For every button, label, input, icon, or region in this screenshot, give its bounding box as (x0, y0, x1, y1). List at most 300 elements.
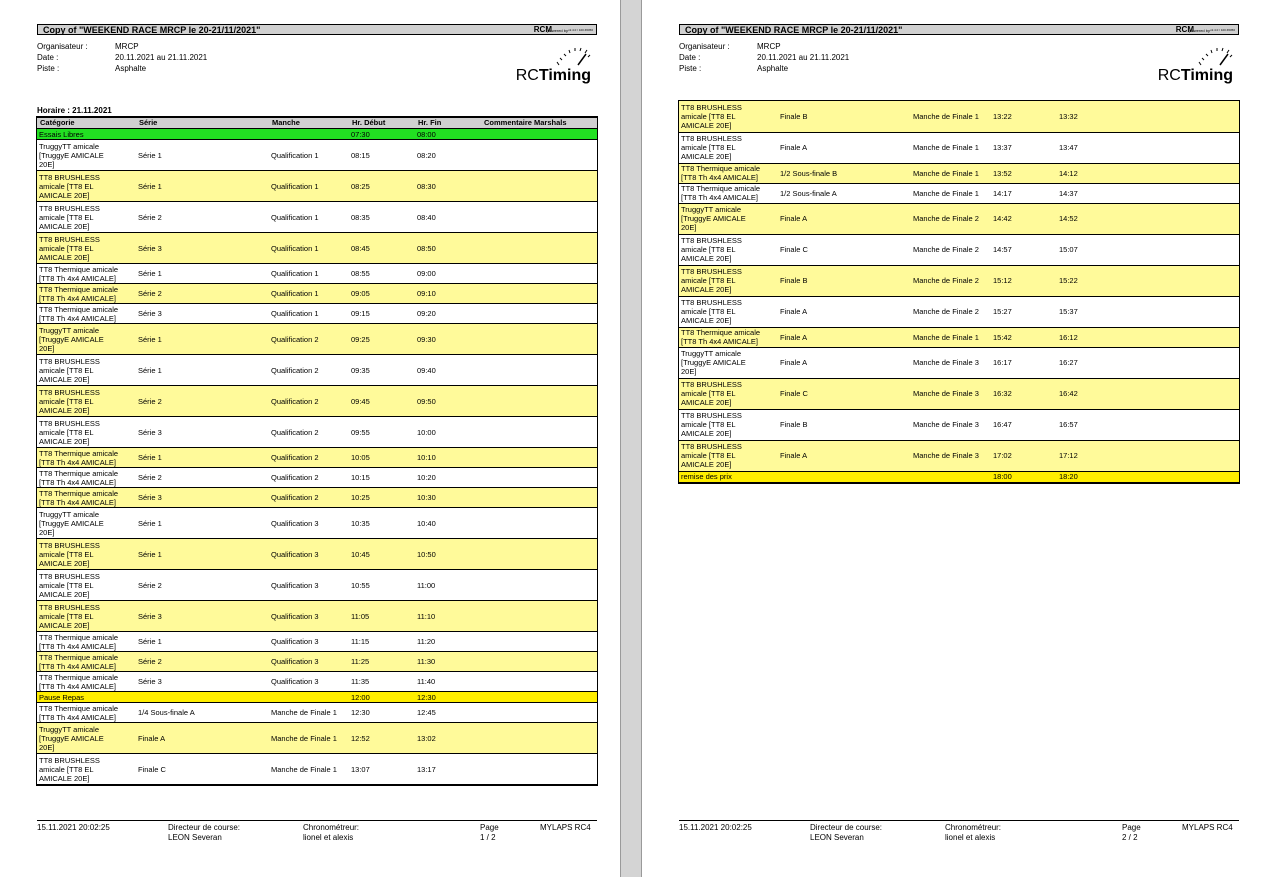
table-row (679, 409, 1239, 440)
row-commentaire (481, 632, 597, 652)
organiser-value: MRCP (757, 42, 781, 51)
timer-label: Chronométreur: (945, 823, 1002, 832)
row-debut: 12:00 (349, 692, 415, 703)
category-line: TT8 Thermique amicale (681, 184, 761, 193)
col-debut: Hr. Début (349, 118, 415, 129)
category-line: AMICALE 20E] (39, 436, 90, 446)
row-debut: 16:17 (993, 358, 1012, 367)
row-serie: Série 3 (138, 677, 162, 686)
row-manche: Qualification 3 (271, 518, 319, 528)
category-line: AMICALE 20E] (39, 374, 90, 384)
row-serie: Série 2 (138, 473, 162, 482)
row-serie: 1/2 Sous-finale A (780, 188, 837, 198)
report-title-bar (37, 24, 597, 35)
row-manche: Qualification 2 (269, 324, 349, 355)
row-categorie (679, 101, 778, 132)
row-manche: Manche de Finale 1 (911, 327, 991, 347)
category-line: [TT8 Th 4x4 AMICALE] (39, 661, 116, 671)
row-commentaire (481, 508, 597, 539)
category-line: [TT8 Th 4x4 AMICALE] (39, 457, 116, 467)
row-serie: Finale C (780, 245, 808, 254)
row-categorie (37, 570, 136, 601)
table-row (37, 468, 597, 488)
row-commentaire (1123, 347, 1239, 378)
row-serie: Finale A (778, 440, 911, 471)
row-manche: Manche de Finale 1 (269, 723, 349, 754)
row-categorie (679, 347, 778, 378)
row-fin: 12:30 (415, 692, 481, 703)
row-manche: Qualification 3 (269, 539, 349, 570)
category-line: amicale [TT8 EL (681, 389, 736, 398)
row-commentaire (481, 692, 597, 703)
col-commentaire: Commentaire Marshals (481, 118, 597, 129)
row-serie: Série 2 (138, 580, 162, 590)
table-row (37, 601, 597, 632)
report-title: Copy of "WEEKEND RACE MRCP le 20-21/11/2021" (43, 25, 261, 35)
category-line: AMICALE 20E] (681, 460, 732, 469)
row-manche: Manche de Finale 1 (911, 101, 991, 132)
row-serie: 1/2 Sous-finale B (778, 163, 911, 183)
row-serie: Finale A (780, 143, 808, 152)
rcm-label: RCM (533, 25, 552, 34)
table-row (37, 129, 597, 140)
table-row (37, 171, 597, 202)
row-commentaire (481, 386, 597, 417)
row-debut: 10:15 (351, 473, 370, 482)
logo-text: RCTiming (515, 67, 591, 84)
row-categorie (37, 539, 136, 570)
row-manche: Manche de Finale 1 (913, 143, 979, 152)
category-line: AMICALE 20E] (681, 316, 732, 325)
row-debut: 10:45 (349, 539, 415, 570)
row-fin: 11:30 (415, 652, 481, 672)
print-timestamp: 15.11.2021 20:02:25 (679, 823, 752, 832)
category-line: amicale [TT8 EL (39, 580, 94, 590)
row-manche: Qualification 2 (269, 448, 349, 468)
row-commentaire (1123, 440, 1239, 471)
category-line: [TT8 Th 4x4 AMICALE] (39, 477, 116, 487)
row-serie: Série 2 (136, 652, 269, 672)
row-debut: 08:55 (351, 269, 370, 278)
page-label: Page (480, 823, 499, 832)
row-commentaire (1123, 378, 1239, 409)
category-line: [TT8 Th 4x4 AMICALE] (681, 173, 758, 182)
table-row (37, 448, 597, 468)
row-fin: 11:00 (417, 580, 436, 590)
category-line: AMICALE 20E] (39, 558, 90, 568)
row-manche: Qualification 2 (271, 427, 319, 437)
row-serie: Série 1 (138, 637, 162, 646)
row-debut: 15:12 (991, 265, 1057, 296)
category-line: TT8 Thermique amicale (39, 284, 119, 294)
row-fin: 15:22 (1057, 265, 1123, 296)
row-commentaire (481, 324, 597, 355)
page-number: 2 / 2 (1122, 833, 1138, 842)
category-line: TT8 BRUSHLESS (681, 442, 742, 451)
row-categorie (679, 203, 778, 234)
director-label: Directeur de course: (810, 823, 883, 832)
category-line: TT8 Thermique amicale (39, 632, 119, 642)
row-debut: 14:17 (993, 188, 1012, 198)
category-line: amicale [TT8 EL (39, 243, 94, 253)
category-line: AMICALE 20E] (39, 620, 90, 630)
category-line: amicale [TT8 EL (39, 365, 94, 375)
row-serie: Finale C (778, 378, 911, 409)
row-debut: 15:42 (991, 327, 1057, 347)
page-number-block (480, 823, 499, 843)
category-line: 20E] (39, 159, 55, 169)
row-fin: 10:30 (415, 488, 481, 508)
row-serie: Série 1 (138, 518, 162, 528)
report-page-2 (642, 0, 1263, 877)
row-serie: Série 1 (138, 365, 162, 375)
system-name: MYLAPS RC4 (540, 823, 591, 832)
director-block (168, 823, 240, 843)
powered-by-label: powered by (1189, 28, 1210, 33)
category-line: TT8 Thermique amicale (39, 304, 119, 314)
row-debut: 10:05 (349, 448, 415, 468)
category-line: TruggyTT amicale (681, 349, 742, 358)
organiser-value: MRCP (115, 42, 139, 51)
row-commentaire (481, 264, 597, 284)
category-line: AMICALE 20E] (39, 221, 90, 231)
track-value: Asphalte (115, 64, 147, 73)
row-fin: 10:40 (417, 518, 436, 528)
table-row (37, 632, 597, 652)
category-line: TT8 BRUSHLESS (681, 267, 742, 276)
row-commentaire (481, 601, 597, 632)
row-commentaire (481, 488, 597, 508)
row-fin: 14:37 (1059, 188, 1078, 198)
category-line: [TT8 Th 4x4 AMICALE] (39, 641, 116, 651)
category-line: TruggyTT amicale (39, 724, 100, 734)
director-label: Directeur de course: (168, 823, 241, 832)
row-manche: Manche de Finale 1 (271, 764, 337, 774)
row-categorie (37, 754, 136, 785)
table-header (37, 118, 597, 129)
category-line: TruggyTT amicale (39, 141, 100, 151)
row-categorie (37, 723, 136, 754)
row-commentaire (1123, 183, 1239, 203)
row-fin: 10:20 (417, 473, 436, 482)
row-fin: 12:45 (417, 708, 436, 717)
category-line: TT8 Thermique amicale (39, 652, 119, 662)
row-fin: 10:50 (415, 539, 481, 570)
category-line: AMICALE 20E] (39, 252, 90, 262)
row-manche: Manche de Finale 3 (913, 358, 979, 367)
row-serie (136, 692, 269, 703)
row-debut: 09:15 (351, 309, 370, 318)
category-line: TT8 Thermique amicale (39, 703, 119, 713)
category-line: amicale [TT8 EL (681, 111, 736, 121)
category-line: TT8 BRUSHLESS (681, 236, 742, 245)
row-commentaire (481, 652, 597, 672)
row-commentaire (1123, 409, 1239, 440)
category-line: 20E] (39, 742, 55, 752)
schedule-table (37, 117, 597, 785)
category-line: TT8 BRUSHLESS (39, 571, 100, 581)
category-line: amicale [TT8 EL (39, 396, 94, 406)
row-serie: Série 2 (136, 386, 269, 417)
row-debut: 11:35 (351, 677, 370, 686)
row-serie: Série 1 (136, 539, 269, 570)
row-commentaire (1123, 265, 1239, 296)
table-row (37, 754, 597, 785)
row-debut: 11:25 (349, 652, 415, 672)
page-footer (37, 820, 597, 844)
row-categorie (37, 304, 136, 324)
page-gutter (620, 0, 642, 877)
row-manche: Qualification 1 (269, 233, 349, 264)
table-row (37, 652, 597, 672)
category-line: TT8 BRUSHLESS (39, 418, 100, 428)
row-debut: 11:15 (351, 637, 370, 646)
row-manche: Qualification 1 (271, 309, 319, 318)
row-manche: Manche de Finale 1 (271, 708, 337, 717)
row-debut: 12:52 (349, 723, 415, 754)
row-serie: Série 2 (138, 212, 162, 222)
table-row (37, 233, 597, 264)
print-timestamp: 15.11.2021 20:02:25 (37, 823, 110, 832)
row-categorie (37, 355, 136, 386)
category-line: [TruggyE AMICALE (681, 358, 746, 367)
table-row (37, 284, 597, 304)
row-categorie (37, 652, 136, 672)
category-line: amicale [TT8 EL (39, 764, 94, 774)
date-label: Date : (679, 53, 701, 62)
report-title-bar (679, 24, 1239, 35)
row-manche (269, 692, 349, 703)
table-row (679, 440, 1239, 471)
row-categorie (679, 327, 778, 347)
timer-label: Chronométreur: (303, 823, 360, 832)
row-fin: 09:10 (415, 284, 481, 304)
row-fin: 14:52 (1057, 203, 1123, 234)
category-line: TT8 BRUSHLESS (681, 102, 742, 112)
table-row (679, 101, 1239, 132)
row-debut: 10:35 (351, 518, 370, 528)
row-fin: 13:02 (415, 723, 481, 754)
schedule-date: Horaire : 21.11.2021 (37, 106, 112, 115)
table-row (37, 703, 597, 723)
table-row (37, 264, 597, 284)
row-manche: Manche de Finale 2 (913, 307, 979, 316)
rcm-label: RCM (1175, 25, 1194, 34)
row-commentaire (1123, 471, 1239, 482)
row-debut: 12:30 (351, 708, 370, 717)
row-serie: Finale A (780, 358, 808, 367)
row-fin: 16:12 (1057, 327, 1123, 347)
category-line: AMICALE 20E] (681, 254, 732, 263)
schedule-table (679, 101, 1239, 483)
row-serie (136, 129, 269, 140)
category-line: TT8 BRUSHLESS (39, 602, 100, 612)
row-commentaire (481, 171, 597, 202)
row-commentaire (1123, 327, 1239, 347)
row-categorie (37, 386, 136, 417)
col-serie: Série (136, 118, 269, 129)
category-line: [TruggyE AMICALE (39, 334, 104, 344)
row-manche: Qualification 2 (269, 488, 349, 508)
row-manche: Qualification 3 (271, 637, 319, 646)
row-serie: Série 3 (138, 309, 162, 318)
category-line: TruggyTT amicale (39, 509, 100, 519)
row-serie: Série 3 (138, 427, 162, 437)
category-line: TT8 BRUSHLESS (681, 298, 742, 307)
category-line: TT8 Thermique amicale (39, 468, 119, 478)
row-commentaire (1123, 234, 1239, 265)
page-number-block (1122, 823, 1141, 843)
row-serie: Finale B (780, 420, 808, 429)
track-value: Asphalte (757, 64, 789, 73)
row-commentaire (481, 284, 597, 304)
row-commentaire (1123, 101, 1239, 132)
row-categorie: Pause Repas (37, 692, 136, 703)
page-label: Page (1122, 823, 1141, 832)
table-row (37, 202, 597, 233)
row-categorie (679, 440, 778, 471)
row-manche: Qualification 2 (271, 473, 319, 482)
row-debut: 07:30 (349, 129, 415, 140)
table-row (679, 347, 1239, 378)
table-row (679, 265, 1239, 296)
row-commentaire (481, 570, 597, 601)
timer-value: lionel et alexis (303, 833, 354, 842)
row-fin: 16:42 (1057, 378, 1123, 409)
row-debut: 14:57 (993, 245, 1012, 254)
row-debut: 08:25 (349, 171, 415, 202)
category-line: AMICALE 20E] (681, 120, 732, 130)
row-serie: Finale A (778, 327, 911, 347)
row-categorie (679, 378, 778, 409)
row-categorie (679, 409, 778, 440)
row-commentaire (1123, 203, 1239, 234)
row-manche: Qualification 1 (271, 212, 319, 222)
table-row (679, 471, 1239, 482)
category-line: amicale [TT8 EL (39, 549, 94, 559)
row-serie: Série 1 (138, 150, 162, 160)
category-line: AMICALE 20E] (681, 285, 732, 294)
row-debut: 08:35 (351, 212, 370, 222)
row-manche: Qualification 3 (271, 580, 319, 590)
logo-text: RCTiming (1157, 67, 1233, 84)
row-serie: Série 1 (136, 324, 269, 355)
table-row (37, 386, 597, 417)
category-line: [TruggyE AMICALE (39, 150, 104, 160)
row-categorie (37, 703, 136, 723)
row-commentaire (481, 202, 597, 233)
row-manche: Qualification 1 (271, 269, 319, 278)
category-line: amicale [TT8 EL (681, 420, 736, 429)
row-categorie (679, 163, 778, 183)
category-line: [TT8 Th 4x4 AMICALE] (39, 712, 116, 722)
row-categorie (679, 265, 778, 296)
row-categorie (37, 417, 136, 448)
row-serie (778, 471, 911, 482)
row-debut: 10:25 (349, 488, 415, 508)
category-line: 20E] (39, 343, 55, 353)
version-label: v2.4.0 / 100 #6056 (568, 28, 593, 32)
director-block (810, 823, 882, 843)
table-row (679, 203, 1239, 234)
row-fin: 11:20 (417, 637, 436, 646)
row-manche: Qualification 2 (269, 386, 349, 417)
row-serie: Finale A (778, 203, 911, 234)
category-line: AMICALE 20E] (681, 152, 732, 161)
category-line: AMICALE 20E] (681, 429, 732, 438)
col-manche: Manche (269, 118, 349, 129)
row-fin: 15:37 (1059, 307, 1078, 316)
category-line: amicale [TT8 EL (681, 451, 736, 460)
row-manche: Qualification 1 (271, 150, 319, 160)
row-manche (269, 129, 349, 140)
row-fin: 14:12 (1057, 163, 1123, 183)
row-categorie (37, 448, 136, 468)
table-row (679, 327, 1239, 347)
row-debut: 14:42 (991, 203, 1057, 234)
category-line: AMICALE 20E] (39, 405, 90, 415)
row-debut: 09:25 (349, 324, 415, 355)
table-row (679, 234, 1239, 265)
category-line: AMICALE 20E] (39, 589, 90, 599)
row-commentaire (1123, 132, 1239, 163)
row-fin: 08:20 (417, 150, 436, 160)
row-manche: Manche de Finale 3 (913, 420, 979, 429)
category-line: TT8 Thermique amicale (39, 264, 119, 274)
row-serie: Finale B (778, 101, 911, 132)
category-line: amicale [TT8 EL (39, 611, 94, 621)
row-serie: Finale A (780, 307, 808, 316)
row-manche: Manche de Finale 2 (911, 265, 991, 296)
rctiming-logo (491, 43, 591, 85)
row-categorie (37, 284, 136, 304)
track-label: Piste : (37, 64, 60, 73)
row-debut: 13:52 (991, 163, 1057, 183)
row-commentaire (481, 355, 597, 386)
row-categorie (37, 324, 136, 355)
table-row (37, 692, 597, 703)
page-footer (679, 820, 1239, 844)
row-serie: Série 1 (136, 171, 269, 202)
row-debut: 11:05 (349, 601, 415, 632)
category-line: TT8 BRUSHLESS (681, 411, 742, 420)
table-row (37, 417, 597, 448)
row-manche: Qualification 1 (269, 171, 349, 202)
category-line: [TT8 Th 4x4 AMICALE] (39, 273, 116, 283)
row-categorie (37, 171, 136, 202)
table-row (37, 140, 597, 171)
row-commentaire (481, 468, 597, 488)
row-fin: 10:00 (417, 427, 436, 437)
row-commentaire (481, 140, 597, 171)
category-line: [TruggyE AMICALE (681, 214, 746, 223)
row-manche: Qualification 2 (271, 365, 319, 375)
row-debut: 10:55 (351, 580, 370, 590)
row-commentaire (1123, 296, 1239, 327)
row-manche (911, 471, 991, 482)
version-label: v2.4.0 / 100 #6056 (1210, 28, 1235, 32)
category-line: AMICALE 20E] (39, 773, 90, 783)
table-row (37, 304, 597, 324)
table-row (37, 355, 597, 386)
table-row (37, 570, 597, 601)
row-serie: Finale C (138, 764, 166, 774)
director-value: LEON Severan (810, 833, 864, 842)
organiser-label: Organisateur : (679, 42, 730, 51)
row-debut: 15:27 (993, 307, 1012, 316)
category-line: amicale [TT8 EL (681, 245, 736, 254)
page-number: 1 / 2 (480, 833, 496, 842)
